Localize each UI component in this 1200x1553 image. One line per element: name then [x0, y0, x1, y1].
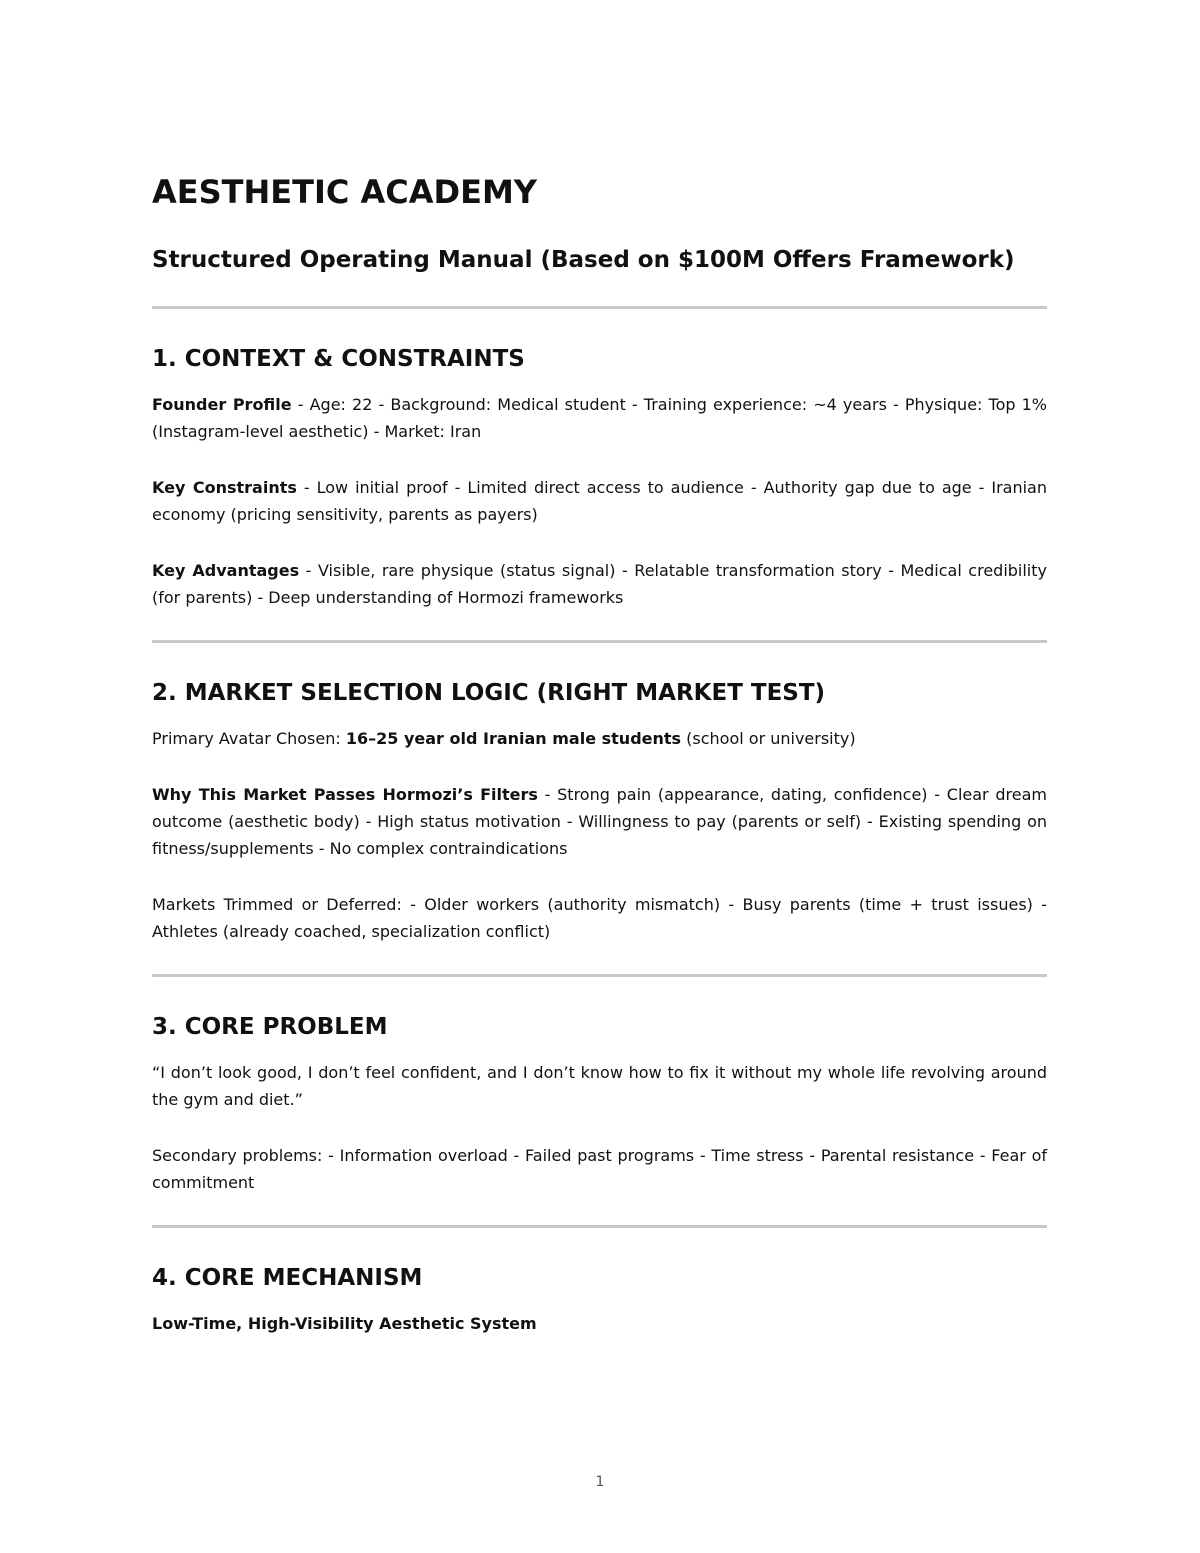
primary-avatar-paragraph	[152, 725, 1047, 752]
document-page	[152, 170, 1047, 1337]
key-constraints-paragraph	[152, 474, 1047, 528]
section-3-heading: 3. CORE PROBLEM	[152, 1014, 388, 1040]
divider	[152, 640, 1047, 643]
page-number: 1	[595, 1474, 605, 1490]
primary-avatar-suffix: (school or university)	[681, 729, 856, 748]
core-mechanism-name	[152, 1310, 1047, 1337]
market-filters-label: Why This Market Passes Hormozi’s Filters	[152, 785, 538, 804]
core-mechanism-bold: Low-Time, High-Visibility Aesthetic System	[152, 1314, 537, 1333]
founder-profile-paragraph	[152, 391, 1047, 445]
key-constraints-label: Key Constraints	[152, 478, 297, 497]
market-filters-text: - Strong pain (appearance, dating, confidence) - Clear dream outcome (aesthetic body) - High status motivation - Willingness to pay (parents or self) - Existing spending on fitness/supplements - No complex contraindications	[152, 785, 1047, 858]
document-subtitle: Structured Operating Manual (Based on $100M Offers Framework)	[152, 247, 1015, 273]
primary-avatar-prefix: Primary Avatar Chosen:	[152, 729, 346, 748]
key-advantages-paragraph	[152, 557, 1047, 611]
primary-avatar-bold: 16–25 year old Iranian male students	[345, 729, 682, 748]
key-constraints-text: - Low initial proof - Limited direct access to audience - Authority gap due to age - Iranian economy (pricing sensitivity, parents as payers)	[152, 478, 1048, 524]
section-4-heading: 4. CORE MECHANISM	[152, 1265, 423, 1291]
markets-trimmed-paragraph: Markets Trimmed or Deferred: - Older workers (authority mismatch) - Busy parents (time + trust issues) - Athletes (already coached, specialization conflict)	[152, 895, 1047, 941]
divider	[152, 974, 1047, 977]
market-filters-paragraph	[152, 781, 1047, 862]
secondary-problems-paragraph: Secondary problems: - Information overload - Failed past programs - Time stress - Parental resistance - Fear of commitment	[152, 1146, 1047, 1192]
section-2-heading: 2. MARKET SELECTION LOGIC (RIGHT MARKET TEST)	[152, 680, 826, 706]
founder-profile-text: - Age: 22 - Background: Medical student - Training experience: ~4 years - Physique: Top 1% (Instagram-level aesthetic) - Market: Iran	[152, 395, 1048, 441]
section-1-heading: 1. CONTEXT & CONSTRAINTS	[152, 346, 525, 372]
core-problem-quote: “I don’t look good, I don’t feel confident, and I don’t know how to fix it without my whole life revolving around the gym and diet.”	[152, 1063, 1047, 1109]
divider	[152, 1225, 1047, 1228]
document-title: AESTHETIC ACADEMY	[152, 173, 537, 211]
divider	[152, 306, 1047, 309]
key-advantages-label: Key Advantages	[152, 561, 300, 580]
founder-profile-label: Founder Profile	[152, 395, 292, 414]
key-advantages-text: - Visible, rare physique (status signal) - Relatable transformation story - Medical credibility (for parents) - Deep understanding of Hormozi frameworks	[152, 561, 1047, 607]
